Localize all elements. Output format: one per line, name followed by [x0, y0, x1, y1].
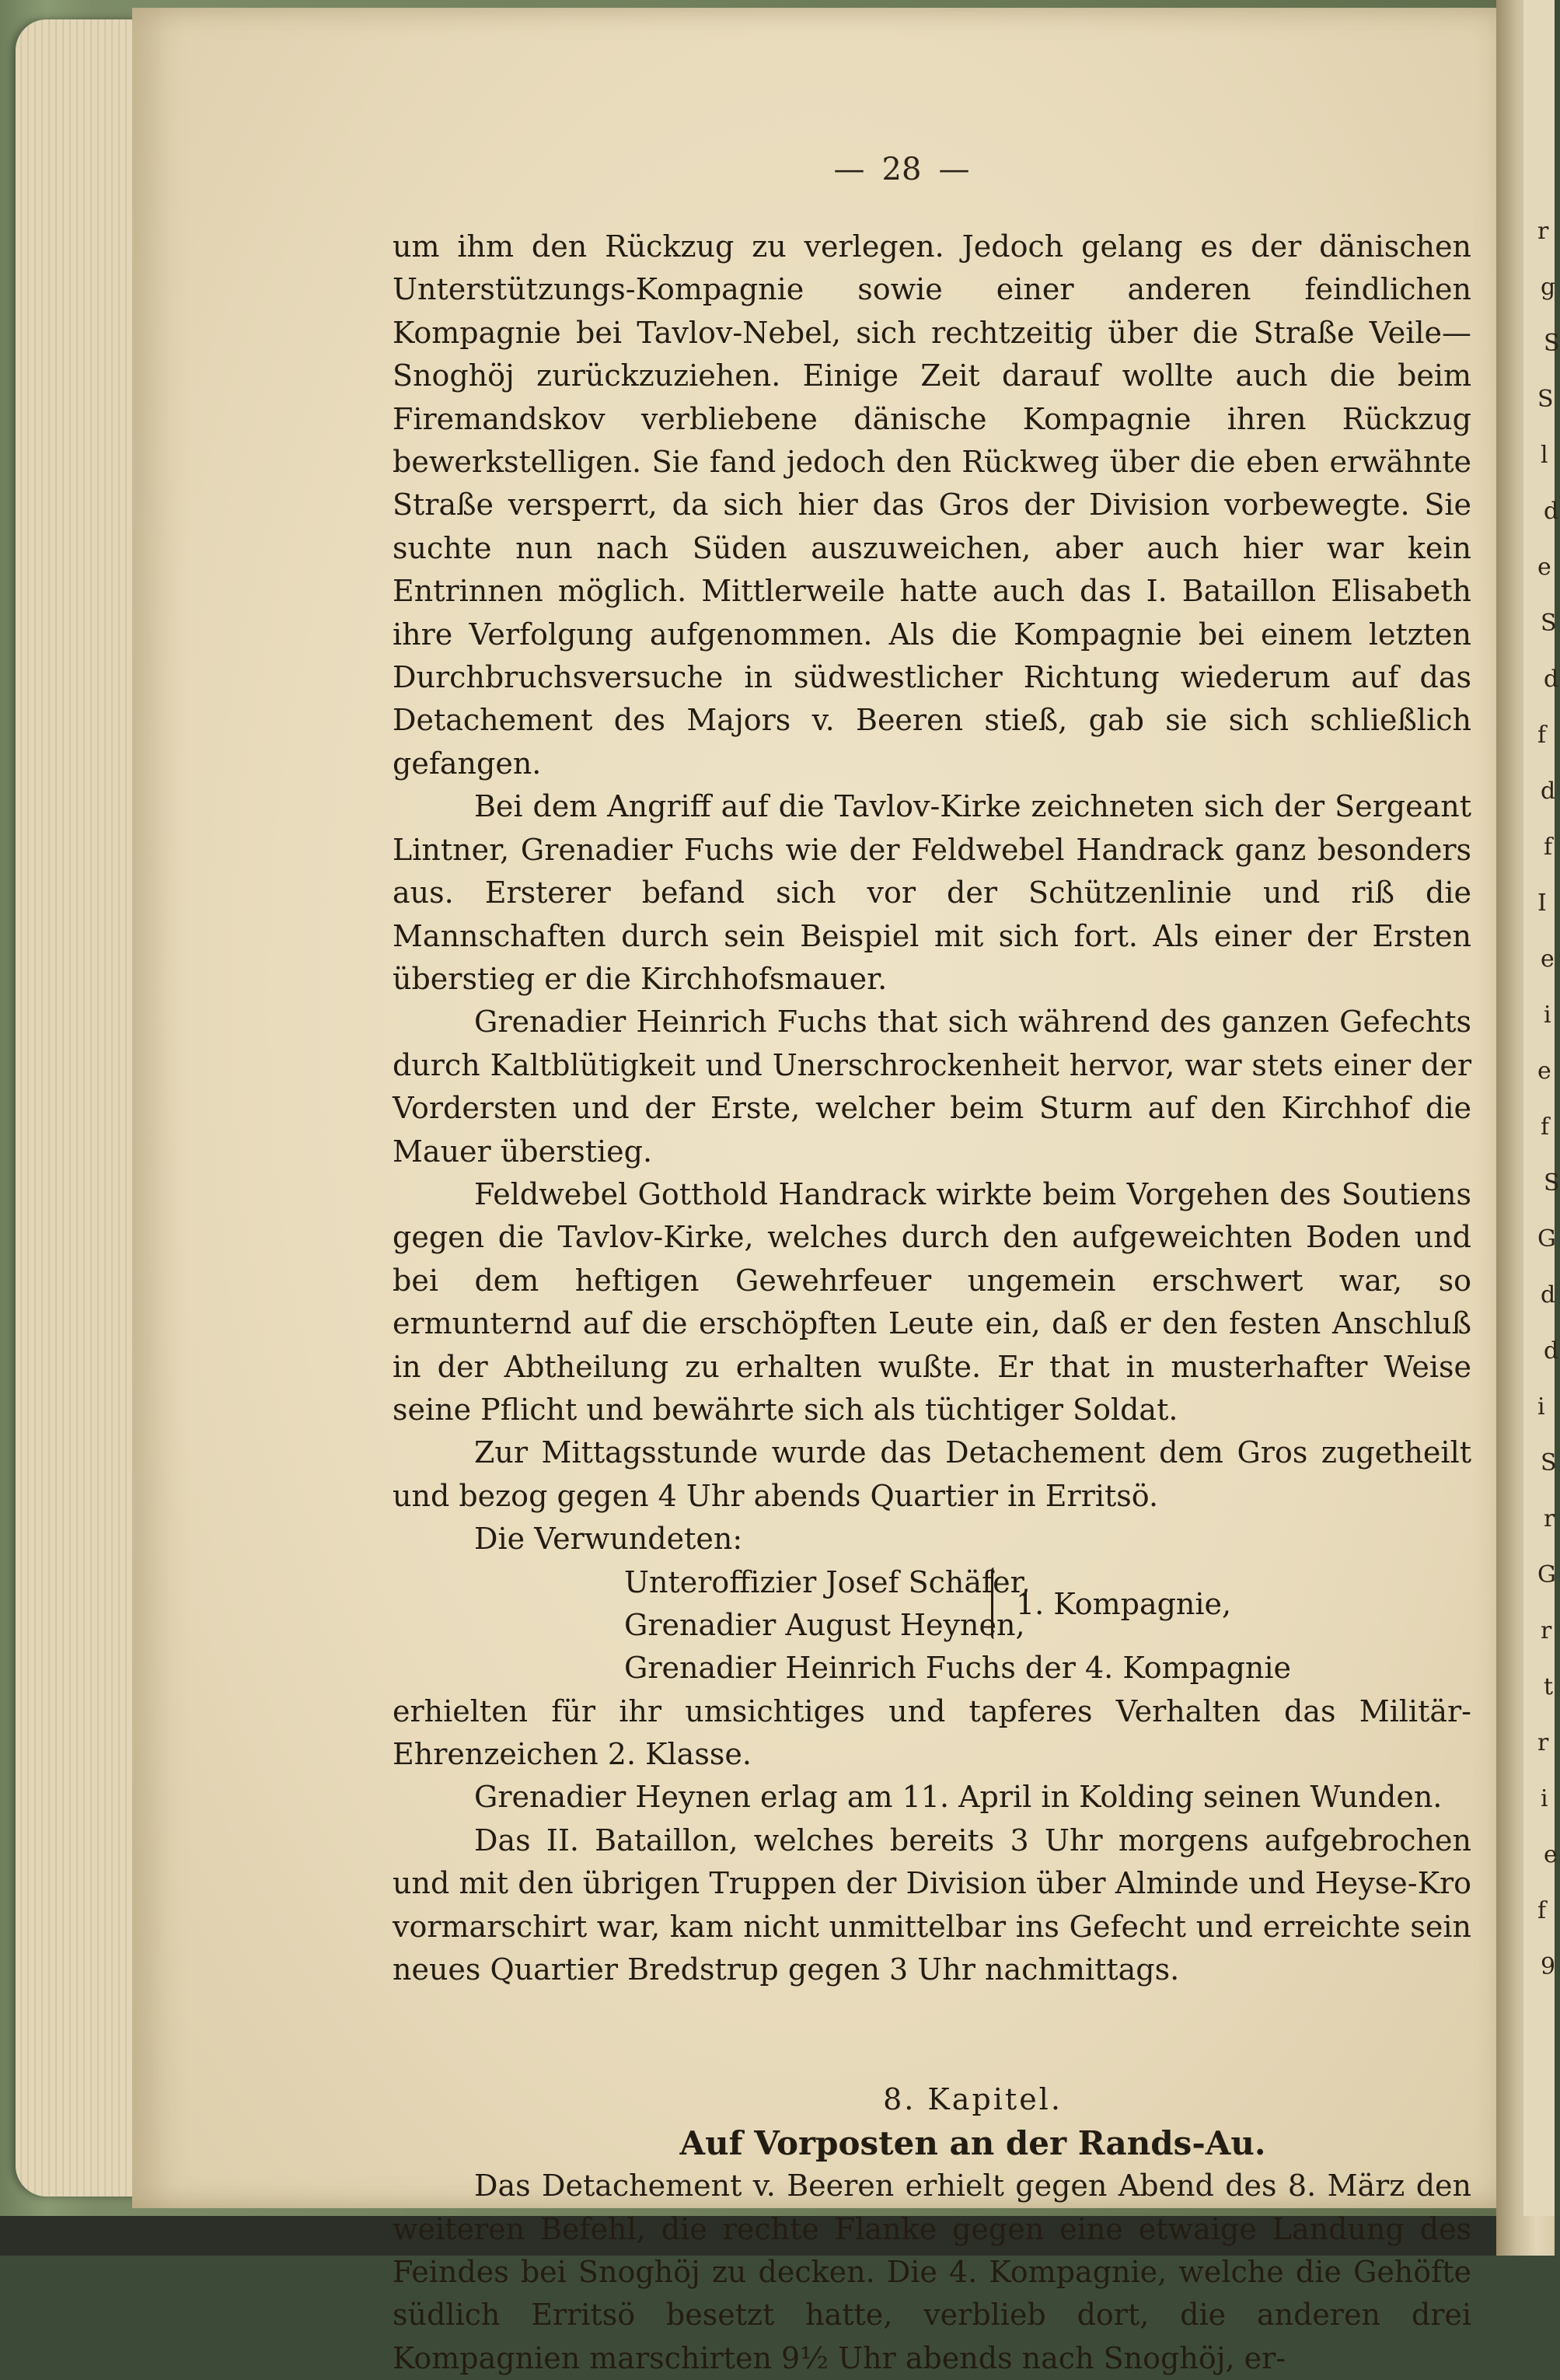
page-text	[393, 225, 1471, 2380]
next-page-fragment: f	[1544, 834, 1553, 861]
wounded-company-label: 1. Kompagnie,	[1016, 1586, 1232, 1621]
paragraph: Die Verwundeten:	[474, 1522, 743, 1557]
paragraph: um ihm den Rückzug zu verlegen. Jedoch gelang es der dänischen Unterstützungs-Kompagnie sowie einer anderen feindlichen Kompagnie bei Tavlov-Nebel, sich rechtzeitig über die Straße Veile—Snoghöj zurückzuziehen. Einige Zeit darauf wollte auch die beim Firemandskov verbliebene dänische Kompagnie ihren Rückzug bewerkstelligen. Sie fand jedoch den Rückweg über die eben erwähnte Straße versperrt, da sich hier das Gros der Division vorbewegte. Sie suchte nun nach Süden auszuweichen, aber auch hier war kein Entrinnen möglich. Mittlerweile hatte auch das I. Bataillon Elisabeth ihre Verfolgung aufgenommen. Als die Kompagnie bei einem letzten Durchbruchsversuche in südwestlicher Richtung wiederum auf das Detachement des Majors v. Beeren stieß, gab sie sich schließlich gefangen.	[393, 229, 1471, 781]
next-page-fragment: e	[1537, 554, 1551, 581]
wounded-entry: Grenadier Heinrich Fuchs der 4. Kompagnie	[624, 1650, 1292, 1685]
next-page-fragment: i	[1541, 1785, 1548, 1812]
next-page-fragment: d	[1541, 778, 1556, 805]
next-page-fragment: S	[1541, 1449, 1557, 1477]
next-page-fragment: g	[1541, 274, 1556, 301]
paragraph: Grenadier Heynen erlag am 11. April in Kolding seinen Wunden.	[474, 1780, 1443, 1815]
next-page-fragment: e	[1544, 1841, 1558, 1868]
page-number-value: 28	[881, 152, 922, 187]
next-page-fragment: f	[1541, 1113, 1550, 1141]
paragraph: Das II. Bataillon, welches bereits 3 Uhr morgens aufgebrochen und mit den übrigen Truppen der Division über Alminde und Heyse-Kro vormarschirt war, kam nicht unmittelbar ins Gefecht und erreichte sein neues Quartier Bredstrup gegen 3 Uhr nachmittags.	[393, 1823, 1471, 1987]
next-page-fragment: e	[1541, 945, 1555, 973]
paragraph: Zur Mittagsstunde wurde das Detachement dem Gros zugetheilt und bezog gegen 4 Uhr abends Quartier in Erritsö.	[393, 1435, 1471, 1513]
next-page-fragment: S	[1544, 1169, 1560, 1197]
wounded-entry: Unteroffizier Josef Schäfer,	[624, 1564, 1031, 1599]
next-page-fragment: t	[1544, 1673, 1554, 1700]
next-page-fragment: S	[1537, 386, 1554, 413]
wounded-entry: Grenadier August Heynen,	[624, 1607, 1025, 1642]
next-page-fragment: f	[1537, 722, 1547, 749]
next-page-fragment: S	[1544, 330, 1560, 357]
next-page-fragment: d	[1541, 1281, 1556, 1309]
next-page-fragment: r	[1537, 1729, 1549, 1756]
next-page-fragment: e	[1537, 1057, 1551, 1085]
paragraph: Bei dem Angriff auf die Tavlov-Kirke zeichneten sich der Sergeant Lintner, Grenadier Fuchs wie der Feldwebel Handrack ganz besonders aus. Ersterer befand sich vor der Schützenlinie und riß die Mannschaften durch sein Beispiel mit sich fort. Als einer der Ersten überstieg er die Kirchhofsmauer.	[393, 789, 1471, 996]
page-number-dash-left: —	[833, 152, 865, 187]
paragraph: erhielten für ihr umsichtiges und tapferes Verhalten das Militär-Ehrenzeichen 2. Klasse.	[393, 1693, 1471, 1771]
chapter-number: 8. Kapitel.	[883, 2082, 1063, 2117]
next-page-fragment: r	[1541, 1617, 1552, 1644]
next-page-fragment: r	[1537, 218, 1549, 245]
next-page-fragment: G	[1537, 1225, 1556, 1253]
next-page-fragment: 9	[1541, 1953, 1556, 1980]
page-number	[804, 152, 999, 187]
chapter-spacer	[393, 1991, 1471, 2078]
next-page-fragment: G	[1537, 1561, 1556, 1588]
next-page-fragment: d	[1544, 1337, 1559, 1365]
wounded-list	[393, 1561, 1471, 1690]
next-page-fragment: d	[1544, 498, 1559, 525]
next-page-fragment: l	[1541, 442, 1548, 469]
next-page-fragment: f	[1537, 1897, 1547, 1924]
curly-brace	[991, 1567, 1004, 1639]
next-page-fragment: i	[1544, 1001, 1551, 1029]
page-number-dash-right: —	[938, 152, 970, 187]
next-page-fragment: I	[1537, 889, 1547, 917]
chapter-title: Auf Vorposten an der Rands-Au.	[679, 2123, 1266, 2162]
paragraph: Das Detachement v. Beeren erhielt gegen Abend des 8. März den weiteren Befehl, die rechte Flanke gegen eine etwaige Landung des Feindes bei Snoghöj zu decken. Die 4. Kompagnie, welche die Gehöfte südlich Erritsö besetzt hatte, verblieb dort, die anderen drei Kompagnien marschirten 9½ Uhr abends nach Snoghöj, er-	[393, 2169, 1471, 2375]
next-page-fragment: i	[1537, 1393, 1545, 1421]
paragraph: Grenadier Heinrich Fuchs that sich während des ganzen Gefechts durch Kaltblütigkeit und Unerschrockenheit hervor, war stets einer der Vordersten und der Erste, welcher beim Sturm auf den Kirchhof die Mauer überstieg.	[393, 1005, 1471, 1169]
next-page-fragment: S	[1541, 610, 1557, 637]
next-page-fragment: r	[1544, 1505, 1555, 1532]
paragraph: Feldwebel Gotthold Handrack wirkte beim Vorgehen des Soutiens gegen die Tavlov-Kirke, welches durch den aufgeweichten Boden und bei dem heftigen Gewehrfeuer ungemein erschwert war, so ermunternd auf die erschöpften Leute ein, daß er den festen Anschluß in der Abtheilung zu erhalten wußte. Er that in musterhafter Weise seine Pflicht und bewährte sich als tüchtiger Soldat.	[393, 1176, 1471, 1427]
next-page-fragment: d	[1544, 666, 1559, 693]
chapter-body	[393, 2165, 1471, 2380]
